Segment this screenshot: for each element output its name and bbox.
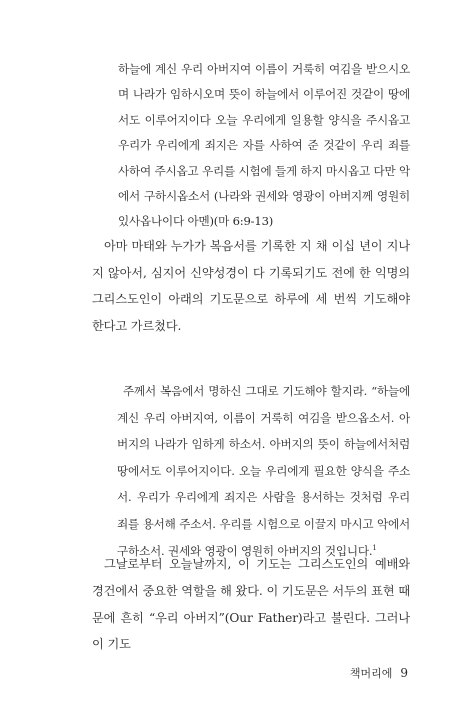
body-paragraph-1: 아마 마태와 누가가 복음서를 기록한 지 채 이십 년이 지나지 않아서, 심지어 신약성경이 다 기록되기도 전에 한 익명의 그리스도인이 아래의 기도문으로 하루에 세 번씩 기도해야 한다고 가르쳤다.: [92, 239, 410, 333]
lords-prayer-quote: 하늘에 계신 우리 아버지여 이름이 거룩히 여김을 받으시오며 나라가 임하시오며 뜻이 하늘에서 이루어진 것같이 땅에서도 이루어지이다 오늘 우리에게 일용할 양식을 주시옵고 우리가 우리에게 죄지은 자를 사하여 준 것같이 우리 죄를 사하여 주시옵고 우리를 시험에 들게 하지 마시옵고 다만 악에서 구하시옵소서 (나라와 권세와 영광이 아버지께 영원히 있사옵나이다 아멘)(마 6:9-13): [118, 62, 410, 229]
didache-prayer-quote: [117, 378, 410, 564]
didache-quote-text: 주께서 복음에서 명하신 그대로 기도해야 할지라. “하늘에 계신 우리 아버지여, 이름이 거룩히 여김을 받으옵소서. 아버지의 나라가 임하게 하소서. 아버지의 뜻이 하늘에서처럼 땅에서도 이루어지이다. 오늘 우리에게 필요한 양식을 주소서. 우리가 우리에게 죄지은 사람을 용서하는 것처럼 우리 죄를 용서해 주소서. 우리를 시험으로 이끌지 마시고 악에서 구하소서. 권세와 영광이 영원히 아버지의 것입니다.: [117, 384, 410, 558]
running-section-title: 책머리에: [349, 667, 393, 680]
page-footer: [350, 665, 408, 681]
page-number: 9: [400, 666, 408, 680]
footnote-marker: 1: [372, 543, 377, 552]
body-paragraph-2: 그날로부터 오늘날까지, 이 기도는 그리스도인의 예배와 경건에서 중요한 역할을 해 왔다. 이 기도문은 서두의 표현 때문에 흔히 “우리 아버지”(Our Father)라고 불린다. 그러나 이 기도: [92, 557, 410, 652]
